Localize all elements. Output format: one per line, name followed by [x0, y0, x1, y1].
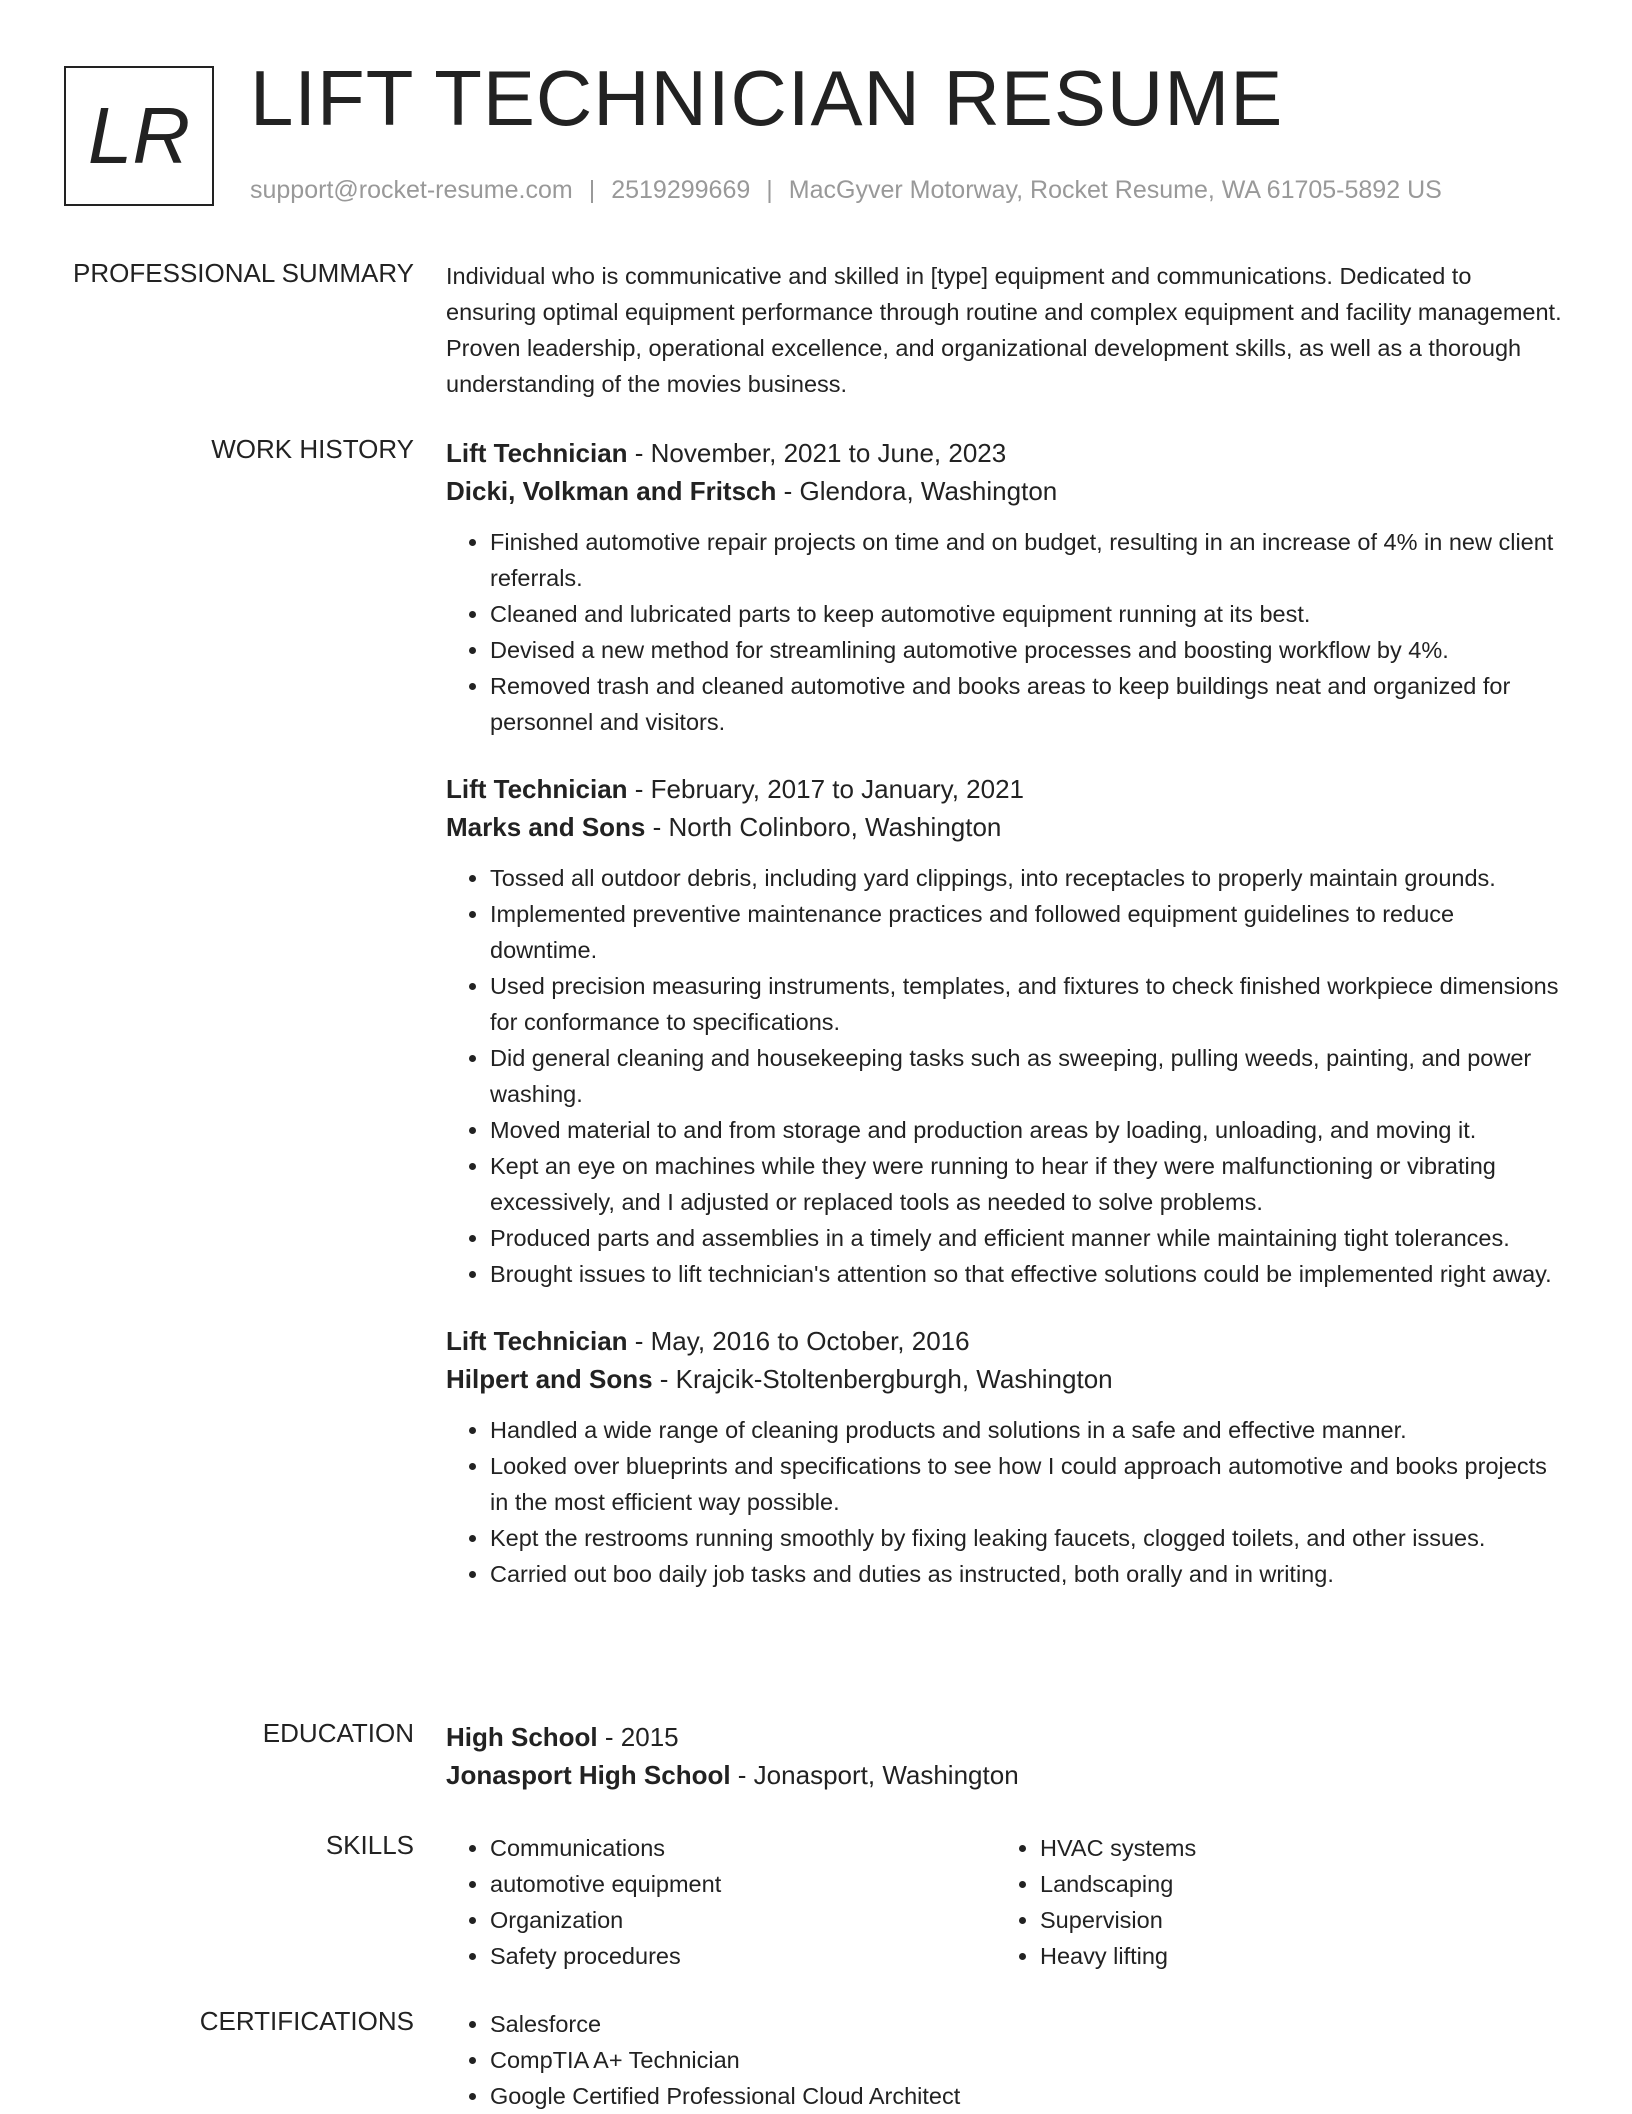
skills-grid [446, 1830, 1566, 1974]
list-item: • Heavy lifting [1040, 1938, 1546, 1974]
job-company: Hilpert and Sons [446, 1364, 653, 1394]
list-item: • Google Certified Professional Cloud Architect [490, 2078, 1566, 2114]
monogram-logo: LR [64, 66, 214, 206]
list-item: • Cleaned and lubricated parts to keep automotive equipment running at its best. [490, 596, 1566, 632]
education-body [446, 1718, 1566, 1794]
contact-separator: | [766, 176, 773, 204]
list-item: • Looked over blueprints and specifications to see how I could approach automotive and books projects in the most efficient way possible. [490, 1448, 1566, 1520]
skills-list [446, 1830, 996, 1974]
list-item: • Kept an eye on machines while they were running to hear if they were malfunctioning or vibrating excessively, and I adjusted or replaced tools as needed to solve problems. [490, 1148, 1566, 1220]
certifications-list [446, 2006, 1566, 2114]
list-item: • Removed trash and cleaned automotive and books areas to keep buildings neat and organized for personnel and visitors. [490, 668, 1566, 740]
job-location: - North Colinboro, Washington [645, 812, 1002, 842]
section-label-education: EDUCATION [262, 1718, 414, 1748]
education-year: - 2015 [597, 1722, 679, 1752]
list-item: • Used precision measuring instruments, templates, and fixtures to check finished workpiece dimensions for conformance to specifications. [490, 968, 1566, 1040]
job-entry [446, 434, 1566, 740]
resume-title: LIFT TECHNICIAN RESUME [250, 54, 1284, 142]
list-item: • Communications [490, 1830, 996, 1866]
job-company: Marks and Sons [446, 812, 646, 842]
section-label-skills: SKILLS [325, 1830, 414, 1860]
job-company-line [446, 472, 1566, 510]
work-history-body [446, 434, 1566, 1616]
list-item: • Finished automotive repair projects on time and on budget, resulting in an increase of 4% in new client referrals. [490, 524, 1566, 596]
contact-phone[interactable]: 2519299669 [611, 176, 751, 204]
job-title: Lift Technician [446, 774, 628, 804]
skills-body [446, 1830, 1566, 1974]
job-company-line [446, 808, 1566, 846]
contact-separator: | [588, 176, 596, 204]
education-school: Jonasport High School [446, 1760, 731, 1790]
list-item: • Safety procedures [490, 1938, 996, 1974]
list-item: • CompTIA A+ Technician [490, 2042, 1566, 2078]
education-degree-line [446, 1718, 1566, 1756]
job-bullets [446, 1412, 1566, 1592]
list-item: • Did general cleaning and housekeeping tasks such as sweeping, pulling weeds, painting, and power washing. [490, 1040, 1566, 1112]
section-label-work-history: WORK HISTORY [211, 434, 414, 464]
job-bullets [446, 860, 1566, 1292]
job-title: Lift Technician [446, 438, 628, 468]
job-entry [446, 770, 1566, 1292]
contact-email[interactable]: support@rocket-resume.com [250, 176, 573, 204]
list-item: • Landscaping [1040, 1866, 1546, 1902]
job-title-line [446, 1322, 1566, 1360]
skills-list [996, 1830, 1546, 1974]
list-item: • Tossed all outdoor debris, including yard clippings, into receptacles to properly maintain grounds. [490, 860, 1566, 896]
summary-body [446, 258, 1566, 402]
job-title-line [446, 434, 1566, 472]
job-dates: - November, 2021 to June, 2023 [627, 438, 1007, 468]
list-item: • Organization [490, 1902, 996, 1938]
job-dates: - May, 2016 to October, 2016 [627, 1326, 970, 1356]
section-label-summary: PROFESSIONAL SUMMARY [73, 258, 414, 288]
education-school-line [446, 1756, 1566, 1794]
list-item: • Carried out boo daily job tasks and duties as instructed, both orally and in writing. [490, 1556, 1566, 1592]
education-location: - Jonasport, Washington [730, 1760, 1019, 1790]
job-title: Lift Technician [446, 1326, 628, 1356]
list-item: • Brought issues to lift technician's attention so that effective solutions could be implemented right away. [490, 1256, 1566, 1292]
skills-column-right [996, 1830, 1546, 1974]
list-item: • Supervision [1040, 1902, 1546, 1938]
list-item: • Produced parts and assemblies in a timely and efficient manner while maintaining tight tolerances. [490, 1220, 1566, 1256]
certifications-body [446, 2006, 1566, 2114]
list-item: • automotive equipment [490, 1866, 996, 1902]
skills-column-left [446, 1830, 996, 1974]
list-item: • Kept the restrooms running smoothly by fixing leaking faucets, clogged toilets, and other issues. [490, 1520, 1566, 1556]
list-item: • Implemented preventive maintenance practices and followed equipment guidelines to reduce downtime. [490, 896, 1566, 968]
list-item: • Salesforce [490, 2006, 1566, 2042]
job-title-line [446, 770, 1566, 808]
job-entry [446, 1322, 1566, 1592]
section-label-certifications: CERTIFICATIONS [199, 2006, 414, 2036]
job-company: Dicki, Volkman and Fritsch [446, 476, 777, 506]
summary-text: Individual who is communicative and skilled in [type] equipment and communications. Dedicated to ensuring optimal equipment performance through routine and complex equipment and facility management. Proven leadership, operational excellence, and organizational development skills, as well as a thorough understanding of the movies business. [446, 263, 1562, 397]
job-location: - Krajcik-Stoltenbergburgh, Washington [652, 1364, 1113, 1394]
list-item: • Handled a wide range of cleaning products and solutions in a safe and effective manner. [490, 1412, 1566, 1448]
job-location: - Glendora, Washington [776, 476, 1058, 506]
list-item: • Moved material to and from storage and production areas by loading, unloading, and moving it. [490, 1112, 1566, 1148]
list-item: • Devised a new method for streamlining automotive processes and boosting workflow by 4%. [490, 632, 1566, 668]
job-bullets [446, 524, 1566, 740]
contact-line [250, 176, 1442, 205]
job-company-line [446, 1360, 1566, 1398]
job-dates: - February, 2017 to January, 2021 [627, 774, 1025, 804]
education-degree: High School [446, 1722, 598, 1752]
list-item: • HVAC systems [1040, 1830, 1546, 1866]
contact-address: MacGyver Motorway, Rocket Resume, WA 61705-5892 US [788, 176, 1442, 204]
